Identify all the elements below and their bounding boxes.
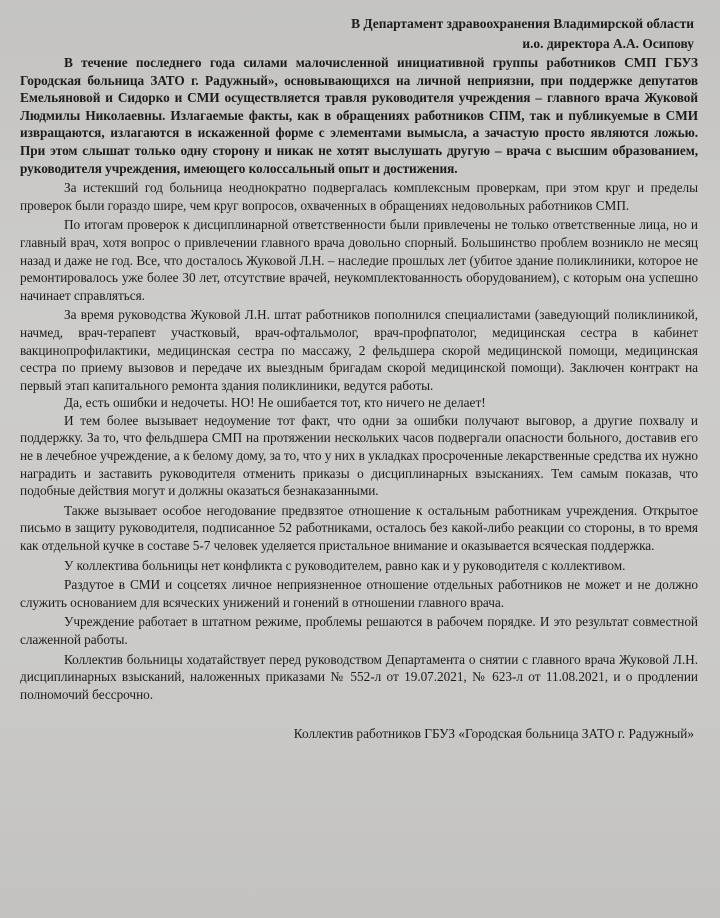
paragraph-9: Раздутое в СМИ и соцсетях личное неприязненное отношение отдельных работников не может и не должно служить основанием для всяческих унижений и гонений в отношении главного врача. <box>20 577 698 610</box>
recipient-director: и.о. директора А.А. Осипову <box>522 36 694 51</box>
paragraph-8: У коллектива больницы нет конфликта с руководителем, равно как и у руководителя с коллективом. <box>64 557 626 573</box>
paragraph-7: Также вызывает особое негодование предвзятое отношение к остальным работникам учреждения. Открытое письмо в защиту руководителя, подписанное 52 работниками, осталось без какой-либо реакции со стороны, в то время как отдельной кучке в составе 5-7 человек уделяется пристальное внимание и оказывается всяческая поддержка. <box>20 502 698 554</box>
paragraph-3: По итогам проверок к дисциплинарной ответственности были привлечены не только ответственные лица, но и главный врач, хотя вопрос о привлечении главного врача довольно спорный. Большинство проблем возникло не месяц назад и даже не год. Все, что досталось Жуковой Л.Н. – наследие прошлых лет (убитое здание поликлиники, которое не ремонтировалось уже более 30 лет, отсутствие врачей, неукомплектованность оборудованием), с которым она успешно начинает справляться. <box>20 217 698 303</box>
paragraph-11: Коллектив больницы ходатайствует перед руководством Департамента о снятии с главного врача Жуковой Л.Н. дисциплинарных взысканий, наложенных приказами № 552-л от 19.07.2021, № 623-л от 11.08.2021, и о продлении полномочий бессрочно. <box>20 651 698 702</box>
letter-header <box>20 14 698 54</box>
recipient-department: В Департамент здравоохранения Владимирской области <box>351 16 694 31</box>
paragraph-10: Учреждение работает в штатном режиме, проблемы решаются в рабочем порядке. И это результат совместной слаженной работы. <box>20 614 698 647</box>
paragraph-1: В течение последнего года силами малочисленной инициативной группы работников СМП ГБУЗ Городская больница ЗАТО г. Радужный», основывающихся на личной неприязни, при поддержке депутатов Емельяновой и Сидорко и СМИ осуществляется травля руководителя учреждения – главного врача Жуковой Людмилы Николаевны. Излагаемые факты, как в обращениях работников СПМ, так и публикуемые в СМИ извращаются, излагаются в искаженной форме с элементами вымысла, а зачастую просто являются ложью. При этом слышат только одну сторону и никак не хотят выслушать другую – врача с высшим образованием, руководителя учреждения, имеющего колоссальный опыт и достижения. <box>20 55 698 176</box>
paragraph-4: За время руководства Жуковой Л.Н. штат работников пополнился специалистами (заведующий поликлиникой, начмед, врач-терапевт участковый, врач-офтальмолог, врач-профпатолог, медицинская сестра в кабинет вакцинопрофилактики, медицинская сестра по массажу, 2 фельдшера скорой медицинской помощи, медицинская сестра по приему вызовов и передаче их выездным бригадам скорой медицинской помощи). Заключен контракт на первый этап капитального ремонта здания поликлиники, ведутся работы. <box>20 307 698 393</box>
paragraph-2: За истекший год больница неоднократно подвергалась комплексным проверкам, при этом круг и пределы проверок были гораздо шире, чем круг вопросов, охваченных в обращениях недовольных работников СМП. <box>20 180 698 213</box>
paragraph-6: И тем более вызывает недоумение тот факт, что одни за ошибки получают выговор, а другие похвалу и поддержку. За то, что фельдшера СМП на протяжении нескольких часов подвергали опасности больного, доставив его не в лечебное учреждение, а к белому дому, за то, что у них в укладках просроченные лекарственные средства их нужно наградить и заставить руководителя отменить приказы о дисциплинарных взысканиях. Тем самым показав, что подобные действия могут и должны оказаться безнаказанными. <box>20 412 698 499</box>
signature: Коллектив работников ГБУЗ «Городская больница ЗАТО г. Радужный» <box>293 726 694 742</box>
paragraph-5: Да, есть ошибки и недочеты. НО! Не ошибается тот, кто ничего не делает! <box>64 395 486 411</box>
